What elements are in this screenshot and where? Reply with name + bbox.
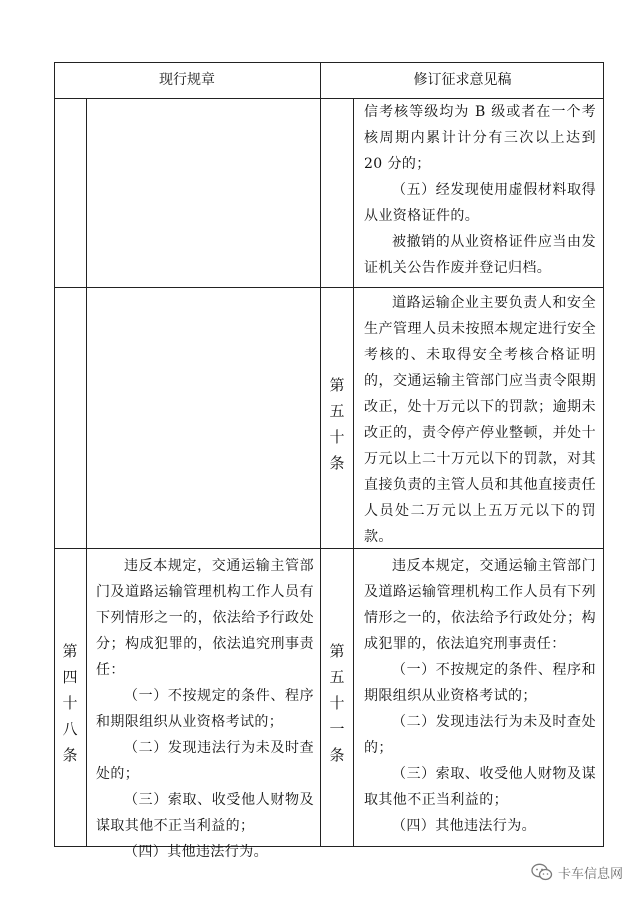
comparison-table: [54, 62, 604, 860]
paragraph: 违反本规定，交通运输主管部门及道路运输管理机构工作人员有下列情形之一的，依法给予行政处分；构成犯罪的，依法追究刑事责任：: [364, 558, 596, 652]
paragraph: （一）不按规定的条件、程序和期限组织从业资格考试的；: [96, 688, 314, 730]
row3-right-article-number: 第五十一条: [329, 642, 345, 764]
paragraph: （四）其他违法行为。: [124, 844, 268, 860]
row3-left-article-number: 第四十八条: [62, 642, 78, 764]
header-current-rules: 现行规章: [159, 72, 215, 88]
table-border-right: [603, 62, 604, 847]
paragraph: 信考核等级均为 B 级或者在一个考核周期内累计计分有三次以上达到 20 分的；: [364, 104, 596, 172]
paragraph: （一）不按规定的条件、程序和期限组织从业资格考试的；: [364, 662, 596, 704]
row2-right-text: [364, 290, 596, 550]
table-divider-left-article: [86, 98, 87, 847]
table-divider-right-article: [353, 98, 354, 847]
paragraph: （三）索取、收受他人财物及谋取其他不正当利益的；: [96, 792, 314, 834]
paragraph: （四）其他违法行为。: [392, 818, 536, 834]
paragraph: （五）经发现使用虚假材料取得从业资格证件的。: [364, 182, 596, 224]
paragraph: （二）发现违法行为未及时查处的；: [96, 740, 314, 782]
table-divider-center: [320, 62, 321, 847]
watermark: [531, 860, 623, 884]
paragraph: 被撤销的从业资格证件应当由发证机关公告作废并登记归档。: [364, 234, 596, 276]
table-border-top: [54, 62, 604, 63]
paragraph: 道路运输企业主要负责人和安全生产管理人员未按照本规定进行安全考核的、未取得安全考核合格证明的，交通运输主管部门应当责令限期改正，处十万元以下的罚款；逾期未改正的，责令停产停业整顿，并处十万元以上二十万元以下的罚款，对其直接负责的主管人员和其他直接责任人员处二万元以上五万元以下的罚款。: [364, 295, 596, 545]
paragraph: （二）发现违法行为未及时查处的；: [364, 714, 596, 756]
row1-right-text: [364, 99, 596, 281]
table-border-left: [54, 62, 55, 847]
paragraph: 违反本规定，交通运输主管部门及道路运输管理机构工作人员有下列情形之一的，依法给予行政处分；构成犯罪的，依法追究刑事责任：: [96, 558, 314, 678]
row2-right-article-number: 第五十条: [329, 376, 345, 472]
row3-right-text: [364, 553, 596, 839]
table-row1-bottom: [54, 287, 604, 288]
paragraph: （三）索取、收受他人财物及谋取其他不正当利益的；: [364, 766, 596, 808]
row3-left-text: [96, 553, 314, 865]
header-revision-draft: 修订征求意见稿: [413, 72, 512, 88]
wechat-icon: [531, 863, 553, 881]
watermark-text: 卡车信息网: [557, 866, 623, 882]
